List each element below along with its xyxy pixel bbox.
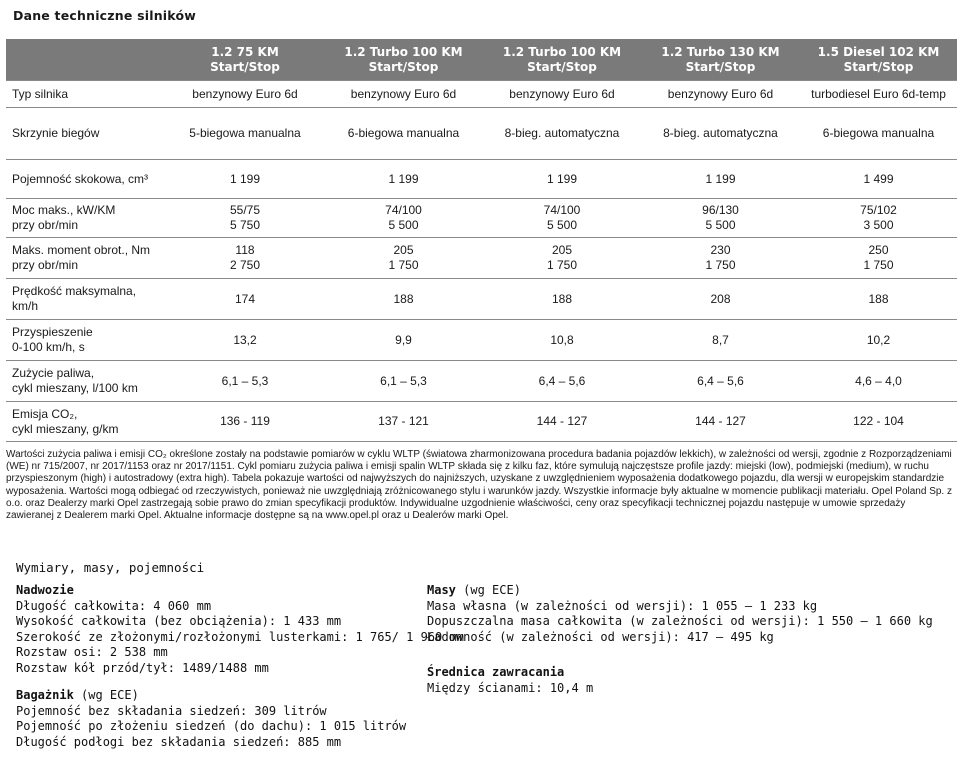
spec-line: Dopuszczalna masa całkowita (w zależności od wersji): 1 550 – 1 660 kg <box>427 614 933 628</box>
table-cell: 55/75 5 750 <box>166 199 324 238</box>
table-cell: benzynowy Euro 6d <box>166 81 324 108</box>
masy-heading: Masy (wg ECE) <box>427 583 521 597</box>
table-cell: 9,9 <box>324 320 483 361</box>
spec-line: Pojemność bez składania siedzeń: 309 litrów <box>16 703 327 718</box>
table-cell: 6,4 – 5,6 <box>483 361 641 402</box>
table-cell: benzynowy Euro 6d <box>483 81 641 108</box>
table-cell: 10,8 <box>483 320 641 361</box>
column-header: 1.2 Turbo 130 KM Start/Stop <box>641 39 800 81</box>
table-row <box>6 238 957 279</box>
table-cell: 74/100 5 500 <box>483 199 641 238</box>
table-row <box>6 279 957 320</box>
table-cell: 10,2 <box>800 320 957 361</box>
table-cell: 230 1 750 <box>641 238 800 279</box>
table-cell: benzynowy Euro 6d <box>641 81 800 108</box>
table-cell: 122 - 104 <box>800 402 957 442</box>
nadwozie-heading: Nadwozie <box>16 583 74 597</box>
row-label: Emisja CO₂, cykl mieszany, g/km <box>6 402 166 442</box>
table-row <box>6 81 957 108</box>
table-row <box>6 108 957 160</box>
table-cell: 188 <box>324 279 483 320</box>
srednica-list <box>427 681 933 697</box>
row-label: Typ silnika <box>6 81 166 108</box>
table-row <box>6 199 957 238</box>
spec-line: Długość podłogi bez składania siedzeń: 885 mm <box>16 734 342 749</box>
column-header: 1.5 Diesel 102 KM Start/Stop <box>800 39 957 81</box>
dimensions-title: Wymiary, masy, pojemności <box>16 560 205 575</box>
spec-line: Rozstaw osi: 2 538 mm <box>16 645 168 659</box>
footnote-text: Wartości zużycia paliwa i emisji CO₂ określone zostały na podstawie pomiarów w cyklu WLTP (światowa zharmonizowana procedura badania pojazdów lekkich), w zależności od wersji, zgodnie z Rozporządzeniami (WE) nr 715/2007, nr 2017/1153 oraz nr 2017/1151. Cykl pomiaru zużycia paliwa i emisji spalin WLTP składa się z kilku faz, które symulują najczęstsze profile jazdy: miejski (low), podmiejski (medium), w ruchu przyspieszonym (high) i autostradowy (extra high). Tabela pokazuje wartości od najwyższych do najniższych, uzyskane z uwzględnieniem wyposażenia dodatkowego pojazdu, dla wersji w europejskim standardzie wyposażenia. Wartości mogą odbiegać od rzeczywistych, ponieważ nie uwzględniają zróżnicowanego stylu i warunków jazdy. Wszystkie informacje były aktualne w momencie publikacji materiału. Opel Poland Sp. z o.o. oraz Dealerzy marki Opel zastrzegają sobie prawo do zmian specyfikacji produktów. Indywidualne uzgodnienie właściwości, ceny oraz specyfikacji technicznej pojazdu następuje w umowie sprzedaży zawieranej z Dealerem marki Opel. Aktualne informacje dostępne są na www.opel.pl oraz u Dealerów marki Opel. <box>6 449 952 522</box>
column-header: 1.2 Turbo 100 KM Start/Stop <box>324 39 483 81</box>
table-row <box>6 320 957 361</box>
table-cell: 1 199 <box>483 160 641 199</box>
table-cell: 5-biegowa manualna <box>166 108 324 160</box>
row-label: Skrzynie biegów <box>6 108 166 160</box>
table-cell: 208 <box>641 279 800 320</box>
table-cell: 6-biegowa manualna <box>800 108 957 160</box>
table-cell: 1 199 <box>324 160 483 199</box>
table-cell: 144 - 127 <box>641 402 800 442</box>
column-header: 1.2 Turbo 100 KM Start/Stop <box>483 39 641 81</box>
table-cell: 1 499 <box>800 160 957 199</box>
table-cell: turbodiesel Euro 6d-temp <box>800 81 957 108</box>
spec-line: Długość całkowita: 4 060 mm <box>16 598 212 613</box>
table-cell: benzynowy Euro 6d <box>324 81 483 108</box>
spec-line: Szerokość ze złożonymi/rozłożonymi lusterkami: 1 765/ 1 960 mm <box>16 629 464 644</box>
spec-line: Rozstaw kół przód/tył: 1489/1488 mm <box>16 660 269 675</box>
table-cell: 8,7 <box>641 320 800 361</box>
table-cell: 6,1 – 5,3 <box>166 361 324 402</box>
table-cell: 118 2 750 <box>166 238 324 279</box>
table-cell: 4,6 – 4,0 <box>800 361 957 402</box>
table-cell: 136 - 119 <box>166 402 324 442</box>
spec-line: Między ścianami: 10,4 m <box>427 680 594 695</box>
table-cell: 1 199 <box>641 160 800 199</box>
spec-line: Wysokość całkowita (bez obciążenia): 1 433 mm <box>16 614 342 628</box>
row-label: Zużycie paliwa, cykl mieszany, l/100 km <box>6 361 166 402</box>
column-header: 1.2 75 KM Start/Stop <box>166 39 324 81</box>
dimensions-right-column <box>427 583 933 696</box>
table-cell: 188 <box>483 279 641 320</box>
table-row <box>6 160 957 199</box>
table-cell: 205 1 750 <box>324 238 483 279</box>
table-cell: 205 1 750 <box>483 238 641 279</box>
table-cell: 8-bieg. automatyczna <box>641 108 800 160</box>
bagaznik-heading: Bagażnik (wg ECE) <box>16 688 139 702</box>
table-cell: 6,4 – 5,6 <box>641 361 800 402</box>
table-header-corner <box>6 39 166 81</box>
table-cell: 188 <box>800 279 957 320</box>
table-cell: 74/100 5 500 <box>324 199 483 238</box>
table-row <box>6 402 957 442</box>
row-label: Prędkość maksymalna, km/h <box>6 279 166 320</box>
srednica-heading: Średnica zawracania <box>427 665 565 679</box>
page-title: Dane techniczne silników <box>13 8 197 23</box>
masy-list <box>427 599 933 646</box>
dimensions-left-column <box>16 583 464 750</box>
table-cell: 6,1 – 5,3 <box>324 361 483 402</box>
table-cell: 6-biegowa manualna <box>324 108 483 160</box>
table-cell: 174 <box>166 279 324 320</box>
bagaznik-list <box>16 704 464 751</box>
engine-spec-table <box>6 39 957 442</box>
row-label: Moc maks., kW/KM przy obr/min <box>6 199 166 238</box>
table-cell: 250 1 750 <box>800 238 957 279</box>
row-label: Maks. moment obrot., Nm przy obr/min <box>6 238 166 279</box>
row-label: Przyspieszenie 0-100 km/h, s <box>6 320 166 361</box>
table-cell: 1 199 <box>166 160 324 199</box>
table-cell: 75/102 3 500 <box>800 199 957 238</box>
nadwozie-list <box>16 599 464 677</box>
table-cell: 137 - 121 <box>324 402 483 442</box>
row-label: Pojemność skokowa, cm³ <box>6 160 166 199</box>
table-header-row <box>6 39 957 81</box>
table-row <box>6 361 957 402</box>
table-cell: 96/130 5 500 <box>641 199 800 238</box>
table-cell: 13,2 <box>166 320 324 361</box>
table-body <box>6 81 957 442</box>
table-cell: 8-bieg. automatyczna <box>483 108 641 160</box>
spec-line: Ładowność (w zależności od wersji): 417 – 495 kg <box>427 629 774 644</box>
table-cell: 144 - 127 <box>483 402 641 442</box>
spec-line: Pojemność po złożeniu siedzeń (do dachu): 1 015 litrów <box>16 719 407 733</box>
spec-line: Masa własna (w zależności od wersji): 1 055 – 1 233 kg <box>427 598 818 613</box>
